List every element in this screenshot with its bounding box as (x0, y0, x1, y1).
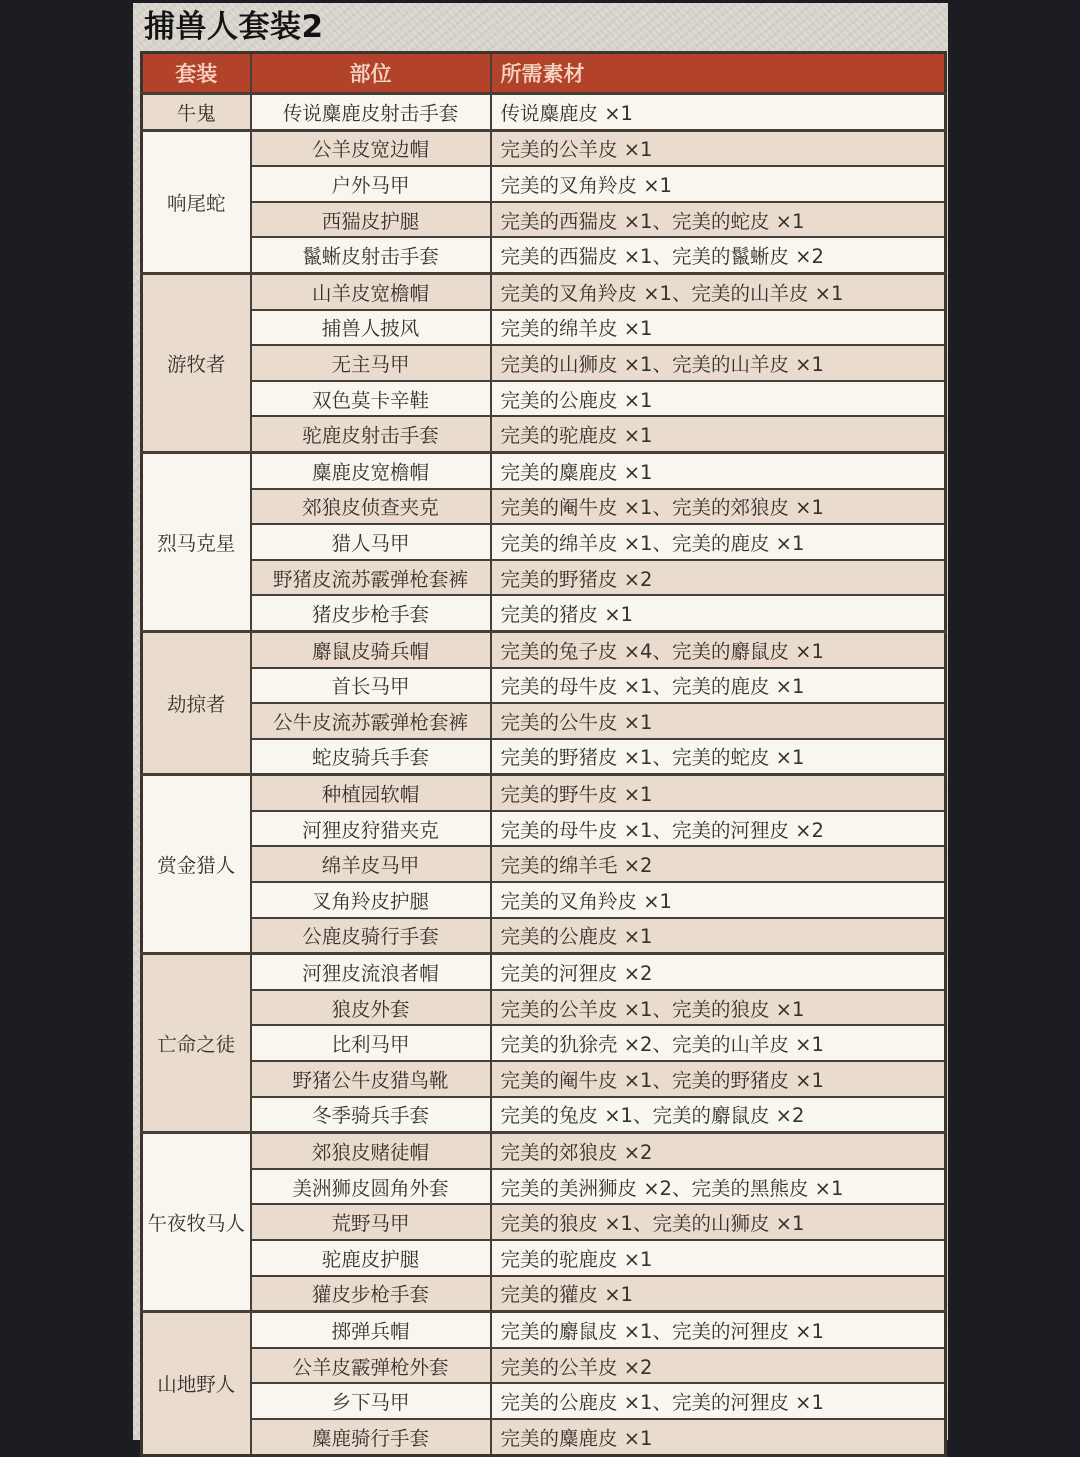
part-cell: 驼鹿皮射击手套 (251, 416, 491, 452)
outfit-table-body (142, 94, 946, 1456)
materials-cell: 完美的叉角羚皮 ×1 (491, 882, 946, 918)
part-cell: 荒野马甲 (251, 1204, 491, 1240)
materials-cell: 完美的兔子皮 ×4、完美的麝鼠皮 ×1 (491, 631, 946, 667)
table-row (142, 273, 946, 309)
materials-cell: 完美的公鹿皮 ×1、完美的河狸皮 ×1 (491, 1383, 946, 1419)
materials-cell: 完美的河狸皮 ×2 (491, 954, 946, 990)
table-row (142, 416, 946, 452)
materials-cell: 完美的母牛皮 ×1、完美的鹿皮 ×1 (491, 668, 946, 704)
page-title: 捕兽人套装2 (144, 9, 324, 45)
part-cell: 双色莫卡辛鞋 (251, 381, 491, 417)
table-row (142, 452, 946, 488)
table-row (142, 1204, 946, 1240)
outfit-table (140, 51, 947, 1457)
materials-cell: 完美的狼皮 ×1、完美的山狮皮 ×1 (491, 1204, 946, 1240)
part-cell: 西猯皮护腿 (251, 202, 491, 238)
materials-cell: 完美的绵羊皮 ×1、完美的鹿皮 ×1 (491, 524, 946, 560)
part-cell: 公牛皮流苏霰弹枪套裤 (251, 703, 491, 739)
set-cell: 劫掠者 (142, 631, 251, 774)
part-cell: 山羊皮宽檐帽 (251, 273, 491, 309)
table-row (142, 345, 946, 381)
table-row (142, 237, 946, 273)
materials-cell: 传说麋鹿皮 ×1 (491, 94, 946, 131)
part-cell: 掷弹兵帽 (251, 1312, 491, 1348)
set-cell: 赏金猎人 (142, 775, 251, 954)
table-row (142, 524, 946, 560)
part-cell: 无主马甲 (251, 345, 491, 381)
table-row (142, 739, 946, 775)
part-cell: 首长马甲 (251, 668, 491, 704)
part-cell: 比利马甲 (251, 1025, 491, 1061)
materials-cell: 完美的阉牛皮 ×1、完美的野猪皮 ×1 (491, 1061, 946, 1097)
materials-cell: 完美的兔皮 ×1、完美的麝鼠皮 ×2 (491, 1097, 946, 1133)
materials-cell: 完美的阉牛皮 ×1、完美的郊狼皮 ×1 (491, 489, 946, 525)
materials-cell: 完美的美洲狮皮 ×2、完美的黑熊皮 ×1 (491, 1169, 946, 1205)
materials-cell: 完美的公牛皮 ×1 (491, 703, 946, 739)
materials-cell: 完美的野猪皮 ×2 (491, 560, 946, 596)
materials-cell: 完美的公羊皮 ×2 (491, 1348, 946, 1384)
table-row (142, 595, 946, 631)
materials-cell: 完美的公鹿皮 ×1 (491, 381, 946, 417)
materials-cell: 完美的野牛皮 ×1 (491, 775, 946, 811)
part-cell: 美洲狮皮圆角外套 (251, 1169, 491, 1205)
part-cell: 叉角羚皮护腿 (251, 882, 491, 918)
table-row (142, 310, 946, 346)
part-cell: 户外马甲 (251, 166, 491, 202)
part-cell: 公羊皮宽边帽 (251, 130, 491, 166)
table-row (142, 202, 946, 238)
table-row (142, 560, 946, 596)
part-cell: 种植园软帽 (251, 775, 491, 811)
part-cell: 公羊皮霰弹枪外套 (251, 1348, 491, 1384)
part-cell: 河狸皮狩猎夹克 (251, 811, 491, 847)
materials-cell: 完美的犰狳壳 ×2、完美的山羊皮 ×1 (491, 1025, 946, 1061)
table-row (142, 1061, 946, 1097)
part-cell: 鬣蜥皮射击手套 (251, 237, 491, 273)
table-row (142, 1348, 946, 1384)
table-row (142, 166, 946, 202)
materials-cell: 完美的驼鹿皮 ×1 (491, 1240, 946, 1276)
table-row (142, 846, 946, 882)
part-cell: 郊狼皮赌徒帽 (251, 1133, 491, 1169)
set-cell: 山地野人 (142, 1312, 251, 1455)
header-row (142, 53, 946, 94)
table-row (142, 631, 946, 667)
table-header (142, 53, 946, 94)
materials-cell: 完美的公羊皮 ×1 (491, 130, 946, 166)
materials-cell: 完美的猪皮 ×1 (491, 595, 946, 631)
part-cell: 河狸皮流浪者帽 (251, 954, 491, 990)
table-row (142, 1133, 946, 1169)
table-row (142, 954, 946, 990)
set-cell: 午夜牧马人 (142, 1133, 251, 1312)
materials-cell: 完美的公羊皮 ×1、完美的狼皮 ×1 (491, 990, 946, 1026)
materials-cell: 完美的麋鹿皮 ×1 (491, 452, 946, 488)
table-row (142, 1383, 946, 1419)
table-row (142, 668, 946, 704)
table-row (142, 703, 946, 739)
part-cell: 绵羊皮马甲 (251, 846, 491, 882)
part-cell: 野猪皮流苏霰弹枪套裤 (251, 560, 491, 596)
table-row (142, 381, 946, 417)
part-cell: 猎人马甲 (251, 524, 491, 560)
part-cell: 麋鹿骑行手套 (251, 1419, 491, 1455)
table-row (142, 1169, 946, 1205)
table-row (142, 1025, 946, 1061)
materials-cell: 完美的公鹿皮 ×1 (491, 918, 946, 954)
materials-cell: 完美的驼鹿皮 ×1 (491, 416, 946, 452)
materials-cell: 完美的绵羊皮 ×1 (491, 310, 946, 346)
set-cell: 游牧者 (142, 273, 251, 452)
part-cell: 麋鹿皮宽檐帽 (251, 452, 491, 488)
materials-cell: 完美的母牛皮 ×1、完美的河狸皮 ×2 (491, 811, 946, 847)
table-row (142, 918, 946, 954)
table-row (142, 94, 946, 131)
materials-cell: 完美的绵羊毛 ×2 (491, 846, 946, 882)
materials-cell: 完美的山狮皮 ×1、完美的山羊皮 ×1 (491, 345, 946, 381)
materials-cell: 完美的郊狼皮 ×2 (491, 1133, 946, 1169)
set-cell: 牛鬼 (142, 94, 251, 131)
part-cell: 捕兽人披风 (251, 310, 491, 346)
materials-cell: 完美的野猪皮 ×1、完美的蛇皮 ×1 (491, 739, 946, 775)
table-row (142, 775, 946, 811)
materials-cell: 完美的西猯皮 ×1、完美的蛇皮 ×1 (491, 202, 946, 238)
part-cell: 麝鼠皮骑兵帽 (251, 631, 491, 667)
page-background (133, 3, 948, 1450)
part-cell: 野猪公牛皮猎鸟靴 (251, 1061, 491, 1097)
column-header-part: 部位 (251, 53, 491, 94)
column-header-materials: 所需素材 (491, 53, 946, 94)
part-cell: 传说麋鹿皮射击手套 (251, 94, 491, 131)
set-cell: 烈马克星 (142, 452, 251, 631)
part-cell: 猪皮步枪手套 (251, 595, 491, 631)
materials-cell: 完美的麝鼠皮 ×1、完美的河狸皮 ×1 (491, 1312, 946, 1348)
materials-cell: 完美的麋鹿皮 ×1 (491, 1419, 946, 1455)
part-cell: 蛇皮骑兵手套 (251, 739, 491, 775)
set-cell: 响尾蛇 (142, 130, 251, 273)
materials-cell: 完美的獾皮 ×1 (491, 1276, 946, 1312)
part-cell: 獾皮步枪手套 (251, 1276, 491, 1312)
table-row (142, 130, 946, 166)
set-cell: 亡命之徒 (142, 954, 251, 1133)
part-cell: 公鹿皮骑行手套 (251, 918, 491, 954)
materials-cell: 完美的叉角羚皮 ×1、完美的山羊皮 ×1 (491, 273, 946, 309)
table-row (142, 1097, 946, 1133)
table-row (142, 489, 946, 525)
table-row (142, 1240, 946, 1276)
table-row (142, 882, 946, 918)
materials-cell: 完美的西猯皮 ×1、完美的鬣蜥皮 ×2 (491, 237, 946, 273)
table-row (142, 811, 946, 847)
table-row (142, 1419, 946, 1455)
table-row (142, 1276, 946, 1312)
part-cell: 乡下马甲 (251, 1383, 491, 1419)
column-header-set: 套装 (142, 53, 251, 94)
part-cell: 狼皮外套 (251, 990, 491, 1026)
table-row (142, 1312, 946, 1348)
materials-cell: 完美的叉角羚皮 ×1 (491, 166, 946, 202)
part-cell: 郊狼皮侦查夹克 (251, 489, 491, 525)
part-cell: 冬季骑兵手套 (251, 1097, 491, 1133)
table-row (142, 990, 946, 1026)
part-cell: 驼鹿皮护腿 (251, 1240, 491, 1276)
